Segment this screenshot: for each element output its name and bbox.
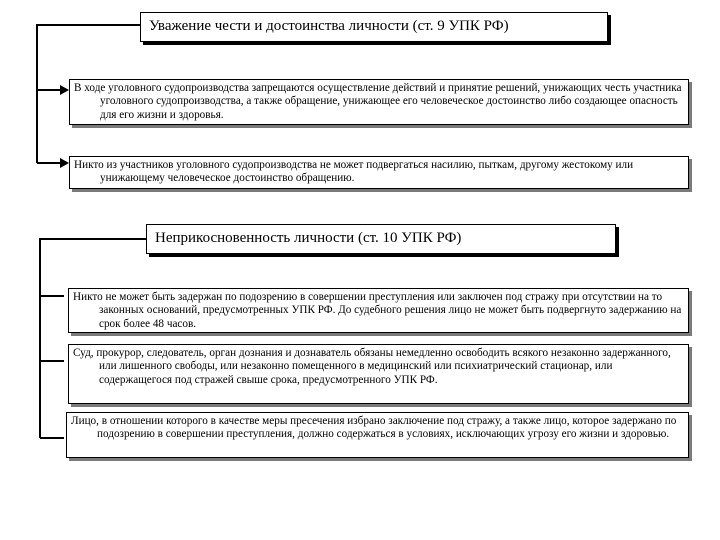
section1-item-1-text: В ходе уголовного судопроизводства запрещаются осуществление действий и принятие решений, унижающих честь участника уголовного судопроизводства, а также обращение, унижающее его человеческое достоинство либо создающее опасность для его жизни и здоровья.: [74, 82, 682, 121]
section1-item-2-text: Никто из участников уголовного судопроизводства не может подвергаться насилию, пыткам, другому жестокому или унижающему человеческое достоинство обращению.: [74, 159, 634, 185]
section2-item-1-text: Никто не может быть задержан по подозрению в совершении преступления или заключен под стражу при отсутствии на то законных оснований, предусмотренных УПК РФ. До судебного решения лицо не может быть подвергнуто задержанию на срок более 48 часов.: [73, 291, 682, 330]
arrow-right-icon: [60, 85, 69, 95]
arrow-right-icon: [60, 158, 69, 168]
section2-item-3: [66, 412, 689, 458]
section1-item-2: [69, 156, 689, 189]
section2-item-2-text: Суд, прокурор, следователь, орган дознания и дознаватель обязаны немедленно освободить всякого незаконно задержанного, или лишенного свободы, или незаконно помещенного в медицинский или психиатрический стационар, или содержащегося под стражей свыше срока, предусмотренного УПК РФ.: [73, 347, 671, 386]
section1-title: Уважение чести и достоинства личности (ст. 9 УПК РФ): [140, 12, 608, 42]
section2-item-2: [68, 344, 689, 404]
section2-title: Неприкосновенность личности (ст. 10 УПК РФ): [146, 224, 616, 254]
section2-item-3-text: Лицо, в отношении которого в качестве меры пресечения избрано заключение под стражу, а также лицо, которое задержано по подозрению в совершении преступления, должно содержаться в условиях, исключающих угрозу его жизни и здоровью.: [71, 415, 677, 441]
section2-item-1: [68, 288, 689, 333]
section1-item-1: [69, 79, 689, 125]
section2-connector: [40, 239, 146, 438]
